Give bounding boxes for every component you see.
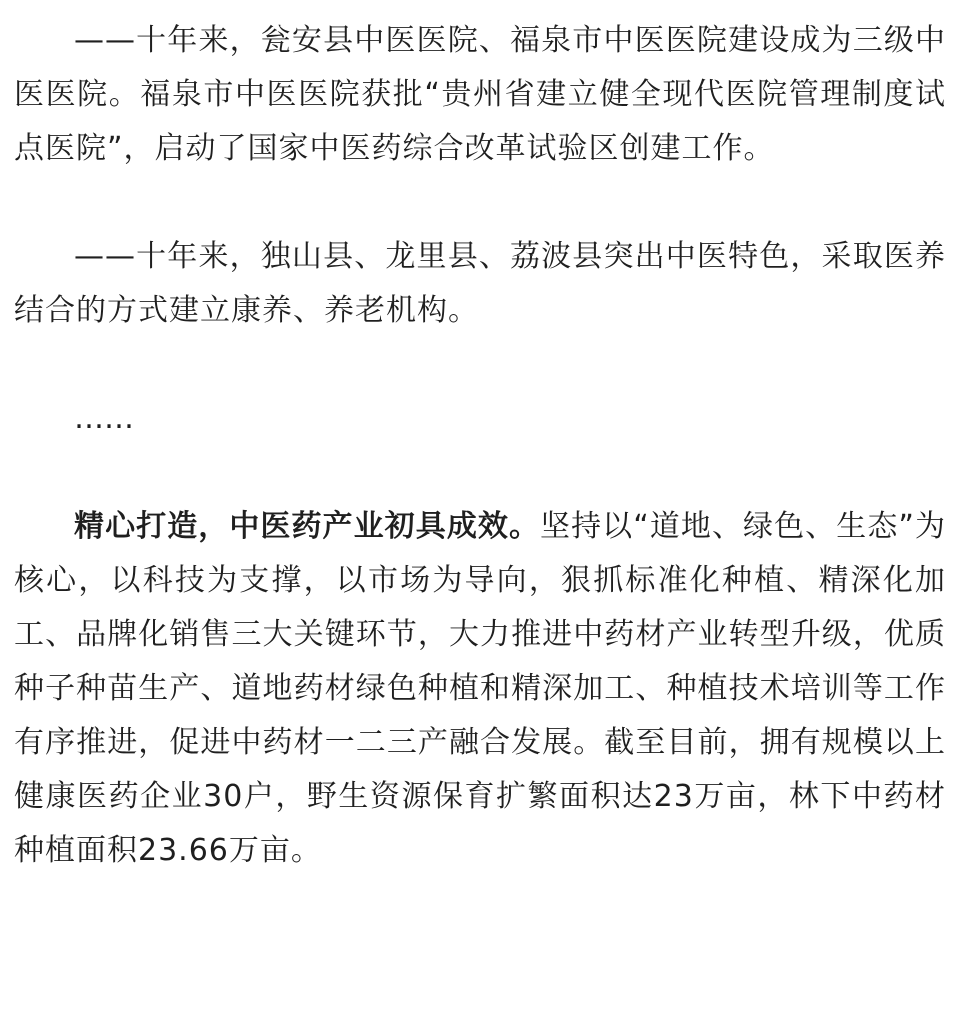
paragraph-ellipsis [14,392,946,446]
paragraph-spacer [14,338,946,392]
paragraph-eldercare [14,230,946,338]
ellipsis-text: …… [74,401,134,436]
paragraph-text: ——十年来，瓮安县中医医院、福泉市中医医院建设成为三级中医医院。福泉市中医医院获批“贵州省建立健全现代医院管理制度试点医院”，启动了国家中医药综合改革试验区创建工作。 [14,23,946,166]
paragraph-hospital-upgrade [14,14,946,176]
article-body [14,14,946,878]
paragraph-industry [14,500,946,878]
paragraph-text: 坚持以“道地、绿色、生态”为核心，以科技为支撑，以市场为导向，狠抓标准化种植、精深化加工、品牌化销售三大关键环节，大力推进中药材产业转型升级，优质种子种苗生产、道地药材绿色种植和精深加工、种植技术培训等工作有序推进，促进中药材一二三产融合发展。截至目前，拥有规模以上健康医药企业30户，野生资源保育扩繁面积达23万亩，林下中药材种植面积23.66万亩。 [14,509,947,868]
paragraph-bold-lead: 精心打造，中医药产业初具成效。 [74,509,541,544]
paragraph-text: ——十年来，独山县、龙里县、荔波县突出中医特色，采取医养结合的方式建立康养、养老机构。 [14,239,946,328]
paragraph-spacer [14,176,946,230]
paragraph-spacer [14,446,946,500]
